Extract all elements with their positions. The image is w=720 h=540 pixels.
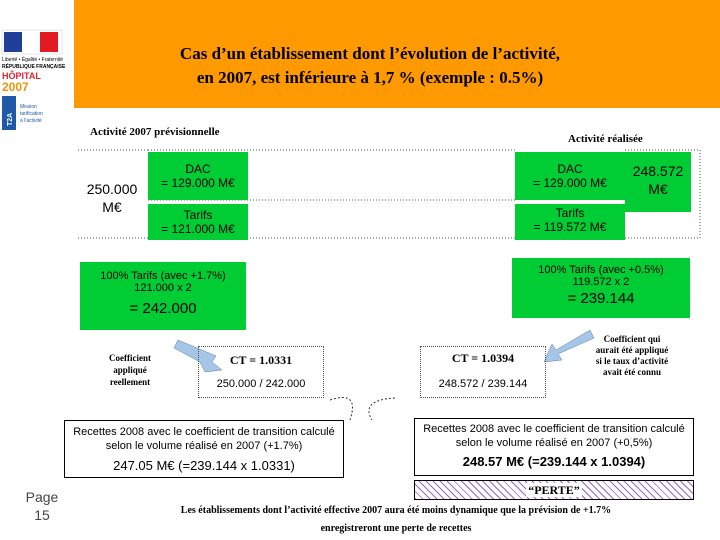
svg-text:tarification: tarification [20, 111, 43, 117]
title-line-1: Cas d’un établissement dont l’évolution de l’activité, [179, 44, 561, 63]
left-pct-line2: 121.000 x 2 [134, 282, 192, 294]
left-dac-box [148, 152, 248, 200]
right-heading: Activité réalisée [568, 133, 643, 145]
perte-label: “PERTE” [528, 483, 580, 497]
right-ct-label: CT = 1.0394 [451, 351, 515, 365]
left-pct-box [80, 262, 246, 330]
left-coef-note: Coefficient appliqué reellement [109, 353, 151, 387]
left-recettes-text: Recettes 2008 avec le coefficient de transition calculé selon le volume réalisé en 2007 (+1.7%) [73, 426, 335, 452]
right-total-unit: M€ [648, 181, 668, 197]
svg-text:RÉPUBLIQUE FRANÇAISE: RÉPUBLIQUE FRANÇAISE [2, 64, 66, 70]
svg-text:Liberté • Égalité • Fraternité: Liberté • Égalité • Fraternité [2, 57, 64, 63]
left-ct-label: CT = 1.0331 [229, 353, 293, 367]
svg-text:HÔPITAL: HÔPITAL [2, 71, 41, 81]
left-tarifs-value: = 121.000 M€ [161, 222, 235, 236]
perte-box [414, 480, 694, 500]
right-pct-total: = 239.144 [567, 290, 635, 307]
left-ct-box [198, 346, 324, 398]
title-line-2: en 2007, est inférieure à 1,7 % (exemple : 0.5%) [196, 68, 544, 87]
left-ct-calc: 250.000 / 242.000 [216, 378, 306, 390]
left-tarifs-box [148, 204, 248, 240]
right-dac-box [515, 152, 625, 200]
right-recettes-box [414, 418, 694, 476]
svg-text:Mission: Mission [20, 104, 37, 110]
right-tarifs-box [515, 204, 625, 240]
right-pct-box [512, 258, 690, 318]
svg-text:T2A: T2A [7, 112, 14, 126]
right-ct-calc: 248.572 / 239.144 [438, 378, 528, 390]
left-total-value: 250.000 [86, 181, 138, 197]
right-dac-label: DAC [557, 162, 583, 176]
left-pct-line1: 100% Tarifs (avec +1.7%) [100, 270, 226, 282]
right-recettes-value: 248.57 M€ (=239.144 x 1.0394) [462, 454, 646, 469]
page-indicator [22, 488, 62, 524]
left-dac-value: = 129.000 M€ [161, 176, 235, 190]
svg-text:à l'activité: à l'activité [20, 118, 42, 124]
conclusion-line2: enregistreront une perte de recettes [320, 523, 472, 534]
right-dac-value: = 129.000 M€ [533, 176, 607, 190]
right-recettes-text: Recettes 2008 avec le coefficient de transition calculé selon le volume réalisé en 2007 (+0,5%) [423, 423, 685, 449]
right-arrow [544, 330, 594, 362]
left-dac-label: DAC [185, 162, 211, 176]
right-pct-line1: 100% Tarifs (avec +0.5%) [538, 264, 664, 276]
left-total-unit: M€ [102, 199, 122, 215]
right-pct-line2: 119.572 x 2 [572, 276, 630, 288]
right-ct-box [420, 346, 546, 398]
left-total [78, 180, 146, 216]
conclusion [96, 502, 696, 538]
left-recettes-value: 247.05 M€ (=239.144 x 1.0331) [113, 458, 295, 473]
left-recettes-box [64, 420, 344, 478]
right-coef-note: Coefficient qui aurait été appliqué si le taux d’activité avait été connu [595, 334, 669, 377]
left-heading: Activité 2007 prévisionnelle [90, 126, 220, 138]
right-tarifs-label: Tarifs [555, 206, 585, 220]
page-number: 15 [34, 507, 50, 523]
left-pct-total: = 242.000 [129, 300, 197, 317]
right-total [625, 152, 691, 212]
left-tarifs-label: Tarifs [183, 208, 213, 222]
right-total-value: 248.572 [632, 163, 684, 179]
page-label: Page [25, 489, 59, 505]
svg-text:2007: 2007 [2, 80, 29, 94]
right-tarifs-value: = 119.572 M€ [533, 220, 607, 234]
conclusion-line1: Les établissements dont l’activité effective 2007 aura été moins dynamique que la prévision de +1.7% [180, 505, 612, 516]
